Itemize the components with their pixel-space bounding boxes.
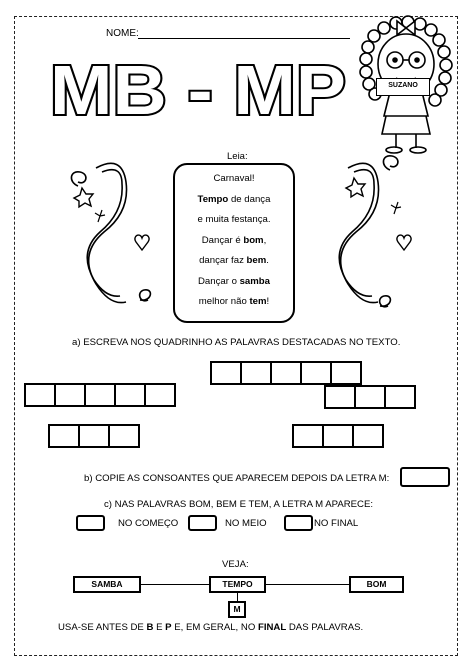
letter-box[interactable] bbox=[84, 383, 116, 407]
option-label-beginning: NO COMEÇO bbox=[118, 518, 179, 529]
poem-line-1: Carnaval! bbox=[213, 173, 255, 184]
letter-box[interactable] bbox=[384, 385, 416, 409]
veja-label: VEJA: bbox=[222, 559, 249, 570]
title-text: MB - MP bbox=[50, 54, 346, 126]
name-label: NOME: bbox=[106, 28, 139, 39]
poem-line-3: e muita festança. bbox=[197, 214, 271, 225]
letter-box[interactable] bbox=[144, 383, 176, 407]
option-checkbox-end[interactable] bbox=[284, 515, 313, 531]
poem-heading: Leia: bbox=[227, 151, 248, 162]
letter-box[interactable] bbox=[354, 385, 386, 409]
poem-line-2: Tempo de dança bbox=[197, 193, 271, 205]
name-line[interactable] bbox=[138, 38, 350, 39]
poem-line-7: melhor não tem! bbox=[198, 296, 270, 307]
question-a-text: a) ESCREVA NOS QUADRINHO AS PALAVRAS DESTACADAS NO TEXTO. bbox=[72, 337, 401, 348]
streamer-decoration-left bbox=[56, 150, 166, 330]
rule-text: USA-SE ANTES DE B E P E, EM GERAL, NO FINAL DAS PALAVRAS. bbox=[58, 622, 364, 633]
letter-box[interactable] bbox=[352, 424, 384, 448]
letter-box[interactable] bbox=[300, 361, 332, 385]
answer-boxes-bem bbox=[324, 385, 414, 409]
word-box-samba: SAMBA bbox=[73, 576, 141, 593]
question-c-text: c) NAS PALAVRAS BOM, BEM E TEM, A LETRA M APARECE: bbox=[104, 499, 374, 510]
letter-box[interactable] bbox=[54, 383, 86, 407]
word-box-bom: BOM bbox=[349, 576, 404, 593]
answer-boxes-bom bbox=[48, 424, 138, 448]
letter-box[interactable] bbox=[24, 383, 56, 407]
poem-box bbox=[173, 163, 295, 323]
option-checkbox-beginning[interactable] bbox=[76, 515, 105, 531]
name-badge: SUZANO bbox=[376, 78, 430, 96]
consonants-answer-box[interactable] bbox=[400, 467, 450, 487]
letter-box-m: M bbox=[228, 601, 246, 618]
letter-box[interactable] bbox=[210, 361, 242, 385]
letter-box[interactable] bbox=[114, 383, 146, 407]
letter-box[interactable] bbox=[330, 361, 362, 385]
poem-line-4: Dançar é bom, bbox=[201, 234, 267, 246]
letter-box[interactable] bbox=[240, 361, 272, 385]
answer-boxes-tem bbox=[292, 424, 382, 448]
streamer-decoration-right bbox=[318, 150, 428, 330]
letter-box[interactable] bbox=[270, 361, 302, 385]
letter-box[interactable] bbox=[78, 424, 110, 448]
option-checkbox-middle[interactable] bbox=[188, 515, 217, 531]
title-mb-mp bbox=[50, 54, 360, 126]
word-box-tempo: TEMPO bbox=[209, 576, 266, 593]
letter-box[interactable] bbox=[322, 424, 354, 448]
poem-line-6: Dançar o samba bbox=[198, 275, 270, 287]
letter-box[interactable] bbox=[292, 424, 324, 448]
poem-line-5: dançar faz bem. bbox=[199, 255, 269, 266]
option-label-middle: NO MEIO bbox=[225, 518, 267, 529]
question-b-text: b) COPIE AS CONSOANTES QUE APARECEM DEPOIS DA LETRA M: bbox=[84, 473, 390, 484]
answer-boxes-samba bbox=[24, 383, 174, 407]
letter-box[interactable] bbox=[324, 385, 356, 409]
letter-box[interactable] bbox=[48, 424, 80, 448]
answer-boxes-tempo bbox=[210, 361, 360, 385]
option-label-end: NO FINAL bbox=[314, 518, 359, 529]
letter-box[interactable] bbox=[108, 424, 140, 448]
